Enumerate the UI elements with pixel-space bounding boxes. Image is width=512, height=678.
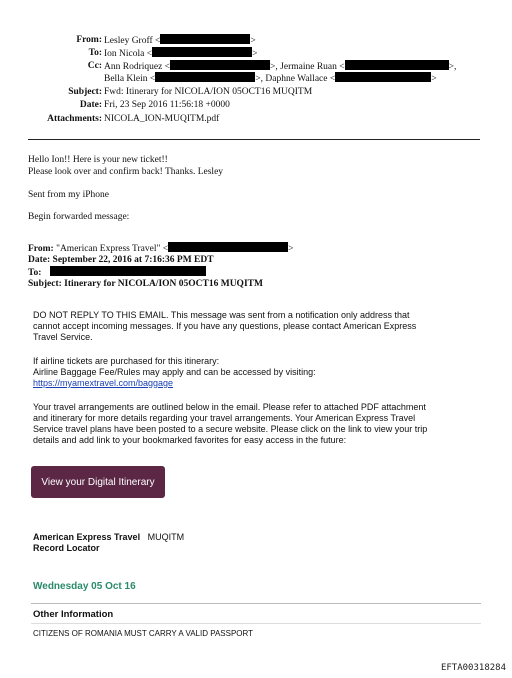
to-label: To: (88, 48, 102, 58)
document-id: EFTA00318284 (440, 663, 506, 673)
redaction-bar (168, 242, 288, 252)
attachments-value[interactable]: NICOLA_ION-MUQITM.pdf (104, 114, 220, 124)
redaction-bar (50, 266, 206, 276)
redaction-bar (160, 34, 250, 44)
date-value: Fri, 23 Sep 2016 11:56:18 +0000 (104, 100, 230, 110)
other-info-title: Other Information (33, 609, 114, 620)
arrangements-line-4: details and add link to your bookmarked favorites for easy access in the future: (33, 435, 347, 445)
redaction-bar (152, 47, 252, 57)
arrangements-line-1: Your travel arrangements are outlined below in the email. Please refer to attached PDF attachment (33, 402, 426, 412)
arrangements-line-2: and itinerary for more details regarding your travel arrangements. Your American Express Travel (33, 413, 416, 423)
redaction-bar (335, 72, 431, 82)
fwd-subject-row (28, 278, 263, 290)
section-divider (31, 603, 481, 604)
fwd-from-row: From: "American Express Travel" < > (28, 244, 294, 254)
notice-line-1: DO NOT REPLY TO THIS EMAIL. This message was sent from a notification only address that (33, 310, 410, 320)
begin-forwarded: Begin forwarded message: (28, 212, 130, 222)
baggage-line-1: If airline tickets are purchased for this itinerary: (33, 356, 220, 366)
record-provider: American Express Travel (33, 532, 141, 542)
date-label: Date: (79, 100, 102, 110)
fwd-date-value: September 22, 2016 at 7:16:36 PM EDT (52, 255, 214, 265)
view-itinerary-button[interactable]: View your Digital Itinerary (31, 466, 165, 498)
record-line-1 (33, 532, 184, 544)
cc-label: Cc: (87, 61, 102, 71)
other-info-text: CITIZENS OF ROMANIA MUST CARRY A VALID PASSPORT (33, 629, 254, 638)
redaction-bar (345, 60, 449, 70)
date-heading: Wednesday 05 Oct 16 (33, 581, 136, 592)
record-line-2: Record Locator (33, 543, 100, 553)
greeting-line-2: Please look over and confirm back! Thanks. Lesley (28, 167, 224, 177)
fwd-subject-value: Itinerary for NICOLA/ION 05OCT16 MUQITM (64, 279, 263, 289)
subject-label: Subject: (68, 87, 102, 97)
from-label: From: (76, 35, 102, 45)
arrangements-line-3: Service travel plans have been posted to a secure website. Please click on the link to view your trip (33, 424, 428, 434)
header-divider (28, 139, 480, 140)
from-value: Lesley Groff < > (104, 36, 256, 46)
greeting-line-1: Hello Ion!! Here is your new ticket!! (28, 155, 168, 165)
fwd-subject-label: Subject: (28, 279, 62, 289)
fwd-from-label: From: (28, 244, 54, 254)
fwd-to-label: To: (28, 268, 42, 278)
record-locator-code: MUQITM (147, 532, 185, 542)
notice-line-2: cannot accept incoming messages. If you have any questions, please contact American Express (33, 321, 417, 331)
fwd-date-label: Date: (28, 255, 51, 265)
to-value: Ion Nicola < > (104, 49, 258, 59)
fwd-from-value: "American Express Travel" < (56, 244, 169, 254)
baggage-line-2: Airline Baggage Fee/Rules may apply and can be accessed by visiting: (33, 367, 316, 377)
redaction-bar (155, 72, 255, 82)
notice-line-3: Travel Service. (33, 332, 93, 342)
fwd-date-row (28, 254, 214, 266)
sent-from: Sent from my iPhone (28, 190, 110, 200)
cc-value: Ann Rodriquez < >, Jermaine Ruan < >, (104, 62, 457, 72)
attachments-label: Attachments: (47, 114, 102, 124)
subject-value: Fwd: Itinerary for NICOLA/ION 05OCT16 MUQITM (104, 87, 313, 97)
redaction-bar (170, 60, 270, 70)
baggage-link[interactable]: https://myamextravel.com/baggage (33, 378, 174, 388)
other-info-divider (31, 623, 481, 624)
cc-value-2: Bella Klein < >, Daphne Wallace < > (104, 74, 437, 84)
